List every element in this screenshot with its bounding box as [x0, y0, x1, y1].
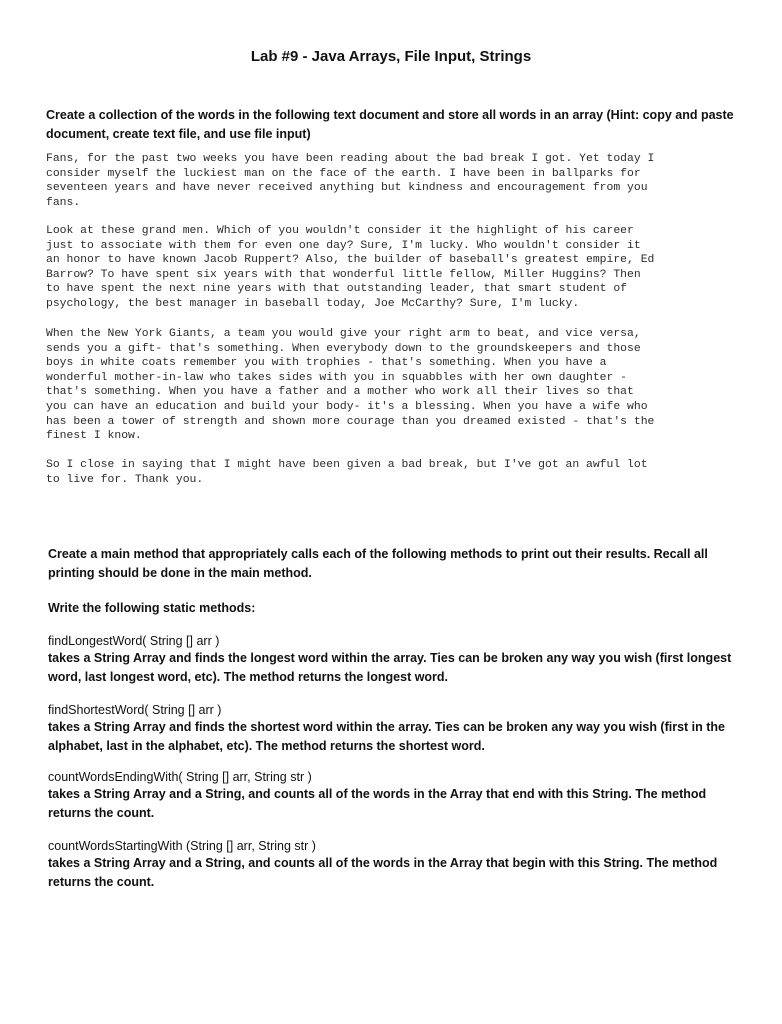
method-signature-count-ending: countWordsEndingWith( String [] arr, String str ): [48, 770, 312, 784]
method-description-count-ending: takes a String Array and a String, and counts all of the words in the Array that end with this String. The method returns the count.: [48, 787, 707, 820]
instruction-main: Create a main method that appropriately calls each of the following methods to print out their results. Recall all printing should be done in the main method.: [48, 547, 708, 580]
speech-paragraph-3: When the New York Giants, a team you would give your right arm to beat, and vice versa, sends you a gift- that's something. When everybody down to the groundskeepers and those boys in white coats remember you with trophies - that's something. When you have a wonderful mother-in-law who takes sides with you in squabbles with her own daughter - that's something. When you have a father and a mother who work all their lives so that you can have an education and build your body- it's a blessing. When you have a wife who has been a tower of strength and shown more courage than you dreamed existed - that's the finest I know.: [46, 328, 655, 443]
page-title: Lab #9 - Java Arrays, File Input, Strings: [250, 48, 532, 65]
method-signature-count-starting: countWordsStartingWith (String [] arr, String str ): [48, 839, 316, 853]
method-signature-find-shortest: findShortestWord( String [] arr ): [48, 703, 222, 717]
speech-paragraph-1: Fans, for the past two weeks you have been reading about the bad break I got. Yet today I consider myself the luckiest man on the face of the earth. I have been in ballparks for seventeen years and have never received anything but kindness and encouragement from you fans.: [46, 153, 655, 209]
speech-paragraph-4: So I close in saying that I might have been given a bad break, but I've got an awful lot to live for. Thank you.: [46, 459, 648, 486]
methods-heading: Write the following static methods:: [48, 601, 256, 615]
method-description-count-starting: takes a String Array and a String, and counts all of the words in the Array that begin with this String. The method returns the count.: [48, 856, 718, 889]
instruction-collection: Create a collection of the words in the following text document and store all words in an array (Hint: copy and paste document, create text file, and use file input): [46, 108, 734, 141]
method-signature-find-longest: findLongestWord( String [] arr ): [48, 634, 220, 648]
speech-paragraph-2: Look at these grand men. Which of you wouldn't consider it the highlight of his career just to associate with them for even one day? Sure, I'm lucky. Who wouldn't consider it an honor to have known Jacob Ruppert? Also, the builder of baseball's greatest empire, Ed Barrow? To have spent six years with that wonderful little fellow, Miller Huggins? Then to have spent the next nine years with that outstanding leader, that smart student of psychology, the best manager in baseball today, Joe McCarthy? Sure, I'm lucky.: [46, 225, 655, 310]
method-description-find-longest: takes a String Array and finds the longest word within the array. Ties can be broken any way you wish (first longest word, last longest word, etc). The method returns the longest word.: [48, 651, 732, 684]
method-description-find-shortest: takes a String Array and finds the shortest word within the array. Ties can be broken any way you wish (first in the alphabet, last in the alphabet, etc). The method returns the shortest word.: [48, 720, 726, 753]
